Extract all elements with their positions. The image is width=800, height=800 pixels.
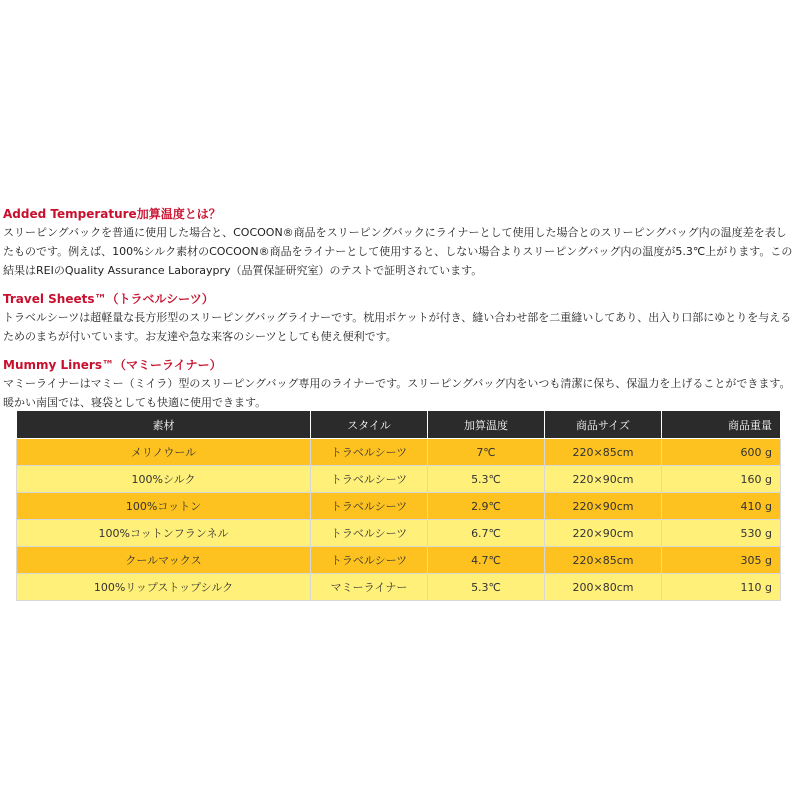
table-row xyxy=(17,520,781,547)
cell-style: トラベルシーツ xyxy=(311,520,428,547)
cell-added-temperature: 4.7℃ xyxy=(428,547,545,574)
header-material: 素材 xyxy=(17,411,311,439)
table-row xyxy=(17,466,781,493)
spec-table xyxy=(16,410,781,601)
cell-material: メリノウール xyxy=(17,439,311,466)
article-content xyxy=(0,205,800,422)
cell-weight: 160 g xyxy=(662,466,781,493)
header-size: 商品サイズ xyxy=(545,411,662,439)
cell-weight: 305 g xyxy=(662,547,781,574)
cell-style: トラベルシーツ xyxy=(311,493,428,520)
cell-weight: 600 g xyxy=(662,439,781,466)
table-row xyxy=(17,439,781,466)
cell-style: トラベルシーツ xyxy=(311,547,428,574)
section-title: Mummy Liners™（マミーライナー） xyxy=(3,358,222,372)
table-row xyxy=(17,493,781,520)
cell-material: 100%コットン xyxy=(17,493,311,520)
header-weight: 商品重量 xyxy=(662,411,781,439)
section-title: Added Temperature加算温度とは？ xyxy=(3,207,221,221)
cell-material: 100%リップストップシルク xyxy=(17,574,311,601)
cell-material: 100%コットンフランネル xyxy=(17,520,311,547)
cell-added-temperature: 7℃ xyxy=(428,439,545,466)
cell-added-temperature: 5.3℃ xyxy=(428,466,545,493)
cell-size: 220×85cm xyxy=(545,439,662,466)
cell-size: 220×85cm xyxy=(545,547,662,574)
header-style: スタイル xyxy=(311,411,428,439)
cell-size: 200×80cm xyxy=(545,574,662,601)
section-travel-sheets xyxy=(0,290,800,346)
cell-style: トラベルシーツ xyxy=(311,439,428,466)
cell-size: 220×90cm xyxy=(545,520,662,547)
section-added-temperature xyxy=(0,205,800,280)
cell-added-temperature: 2.9℃ xyxy=(428,493,545,520)
cell-added-temperature: 6.7℃ xyxy=(428,520,545,547)
cell-added-temperature: 5.3℃ xyxy=(428,574,545,601)
cell-weight: 110 g xyxy=(662,574,781,601)
table-header-row xyxy=(17,411,781,439)
header-added-temperature: 加算温度 xyxy=(428,411,545,439)
table-row xyxy=(17,547,781,574)
section-body: トラベルシーツは超軽量な長方形型のスリーピングバッグライナーです。枕用ポケットが付き、縫い合わせ部を二重縫いしてあり、出入り口部にゆとりを与えるためのまちが付いています。お友達や急な来客のシーツとしても使え便利です。 xyxy=(3,311,792,343)
cell-weight: 530 g xyxy=(662,520,781,547)
section-body: マミーライナーはマミー（ミイラ）型のスリーピングバッグ専用のライナーです。スリーピングバッグ内をいつも清潔に保ち、保温力を上げることができます。暖かい南国では、寝袋としても快適に使用できます。 xyxy=(3,377,791,409)
cell-material: 100%シルク xyxy=(17,466,311,493)
cell-material: クールマックス xyxy=(17,547,311,574)
section-body: スリーピングバックを普通に使用した場合と、COCOON®商品をスリーピングバックにライナーとして使用した場合とのスリーピングバッグ内の温度差を表したものです。例えば、100%シルク素材のCOCOON®商品をライナーとして使用すると、しない場合よりスリーピングバッグ内の温度が5.3℃上がります。この結果はREIのQuality Assurance Laboraypry（品質保証研究室）のテストで証明されています。 xyxy=(3,226,793,277)
cell-style: マミーライナー xyxy=(311,574,428,601)
table-row xyxy=(17,574,781,601)
cell-style: トラベルシーツ xyxy=(311,466,428,493)
cell-size: 220×90cm xyxy=(545,493,662,520)
cell-size: 220×90cm xyxy=(545,466,662,493)
cell-weight: 410 g xyxy=(662,493,781,520)
section-title: Travel Sheets™（トラベルシーツ） xyxy=(3,292,214,306)
section-mummy-liners xyxy=(0,356,800,412)
